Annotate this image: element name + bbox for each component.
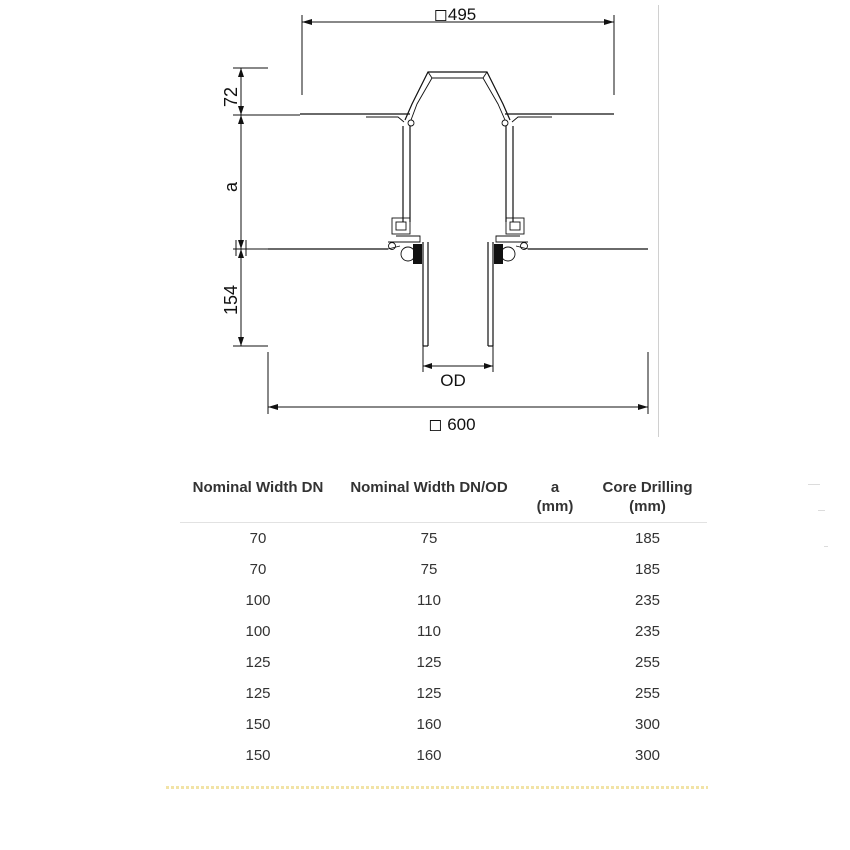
cell-dn-od: 110 [417, 592, 441, 609]
table-row [180, 709, 707, 740]
cell-dn-od: 75 [420, 530, 438, 547]
cell-core-drilling: 255 [634, 685, 661, 702]
cell-a [522, 554, 588, 585]
edge-mark [808, 484, 820, 485]
dotted-divider [166, 786, 708, 789]
dimension-600 [268, 352, 648, 434]
cell-a [522, 647, 588, 678]
edge-mark [824, 546, 828, 547]
table-header-row [180, 470, 707, 523]
cell-core-drilling: 185 [634, 530, 661, 547]
lower-deck [268, 246, 648, 249]
cell-dn-od: 160 [416, 716, 442, 733]
table-row [180, 554, 707, 585]
cell-dn: 70 [249, 561, 267, 578]
drain-cap [405, 72, 510, 126]
cell-core-drilling: 235 [634, 592, 661, 609]
cell-dn-od: 110 [417, 623, 441, 640]
header-nominal-width-dn: Nominal Width DN [180, 470, 336, 523]
cell-dn: 150 [245, 716, 271, 733]
table-row [180, 647, 707, 678]
cell-dn-od: 160 [416, 747, 442, 764]
dim-od-label: OD [440, 371, 466, 390]
cell-core-drilling: 300 [634, 747, 661, 764]
cell-dn: 70 [249, 530, 267, 547]
extension-walls [403, 126, 513, 222]
dim-600-label: ◻ 600 [428, 415, 476, 434]
cell-a [522, 678, 588, 709]
table-row [180, 523, 707, 555]
table-row [180, 616, 707, 647]
dim-72-label: 72 [221, 86, 241, 108]
edge-mark [818, 510, 825, 511]
cell-a [522, 616, 588, 647]
cell-dn: 150 [245, 747, 271, 764]
cell-dn: 100 [245, 623, 271, 640]
dim-a-label: a [221, 181, 241, 193]
cell-dn: 125 [245, 654, 271, 671]
image-border-line [658, 5, 659, 437]
dimension-495 [302, 5, 614, 95]
dim-154-label: 154 [221, 284, 241, 316]
header-a: a (mm) [522, 470, 588, 523]
cell-dn-od: 75 [420, 561, 438, 578]
left-dimension-chain [221, 68, 300, 346]
cell-a [522, 585, 588, 616]
dim-495-label: ◻495 [433, 5, 477, 24]
upper-deck [300, 114, 614, 122]
cell-dn-od: 125 [416, 685, 442, 702]
table-row [180, 678, 707, 709]
table-row [180, 740, 707, 771]
cell-dn: 100 [245, 592, 271, 609]
cell-dn-od: 125 [416, 654, 442, 671]
cell-core-drilling: 235 [634, 623, 661, 640]
cell-dn: 125 [245, 685, 271, 702]
cell-a [522, 523, 588, 555]
cell-a [522, 709, 588, 740]
table-row [180, 585, 707, 616]
cell-a [522, 740, 588, 771]
header-nominal-width-dn-od: Nominal Width DN/OD [336, 470, 522, 523]
dimension-od [423, 346, 493, 390]
outlet-pipe [413, 242, 503, 346]
header-core-drilling: Core Drilling (mm) [588, 470, 707, 523]
cell-core-drilling: 300 [634, 716, 661, 733]
specification-table [180, 470, 707, 771]
cell-core-drilling: 255 [634, 654, 661, 671]
cell-core-drilling: 185 [634, 561, 661, 578]
